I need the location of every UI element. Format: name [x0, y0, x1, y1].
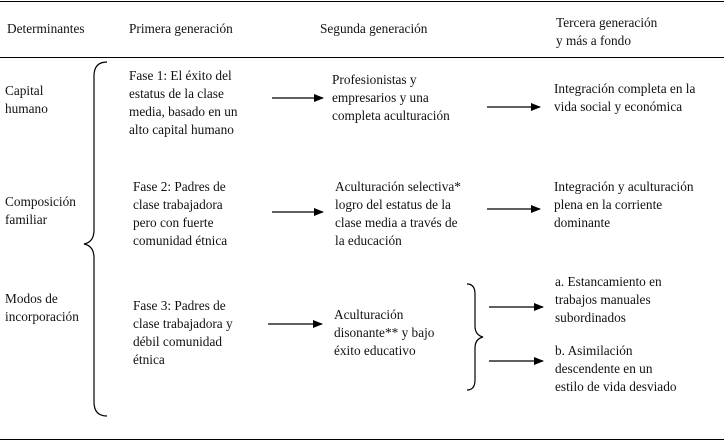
determinant-capital-humano: Capital humano: [5, 83, 48, 116]
header-tercera-generacion: Tercera generación y más a fondo: [556, 15, 658, 48]
first-gen-fase-1: Fase 1: El éxito del estatus de la clase media, basado en un alto capital humano: [129, 68, 238, 137]
header-segunda-generacion: Segunda generación: [320, 21, 428, 36]
third-gen-integracion-completa: Integración completa en la vida social y económica: [554, 81, 696, 114]
determinant-modos-incorporacion: Modos de incorporación: [5, 291, 79, 324]
second-gen-aculturacion-selectiva: Aculturación selectiva* logro del estatus de la clase media a través de la educación: [335, 179, 461, 248]
header-primera-generacion: Primera generación: [129, 21, 233, 36]
header-determinantes: Determinantes: [7, 21, 85, 36]
first-gen-fase-3: Fase 3: Padres de clase trabajadora y débil comunidad étnica: [133, 298, 233, 367]
first-gen-fase-2: Fase 2: Padres de clase trabajadora pero con fuerte comunidad étnica: [133, 179, 228, 248]
second-gen-profesionistas: Profesionistas y empresarios y una completa aculturación: [332, 72, 450, 123]
third-gen-integracion-aculturacion: Integración y aculturación plena en la corriente dominante: [554, 179, 694, 230]
determinant-composicion-familiar: Composición familiar: [5, 194, 76, 227]
third-gen-estancamiento: a. Estancamiento en trabajos manuales subordinados: [555, 274, 662, 325]
second-gen-aculturacion-disonante: Aculturación disonante** y bajo éxito educativo: [334, 307, 435, 358]
large-left-brace: [84, 62, 107, 416]
third-gen-asimilacion-descendente: b. Asimilación descendente en un estilo de vida desviado: [555, 343, 677, 394]
outcome-right-brace: [467, 284, 483, 390]
